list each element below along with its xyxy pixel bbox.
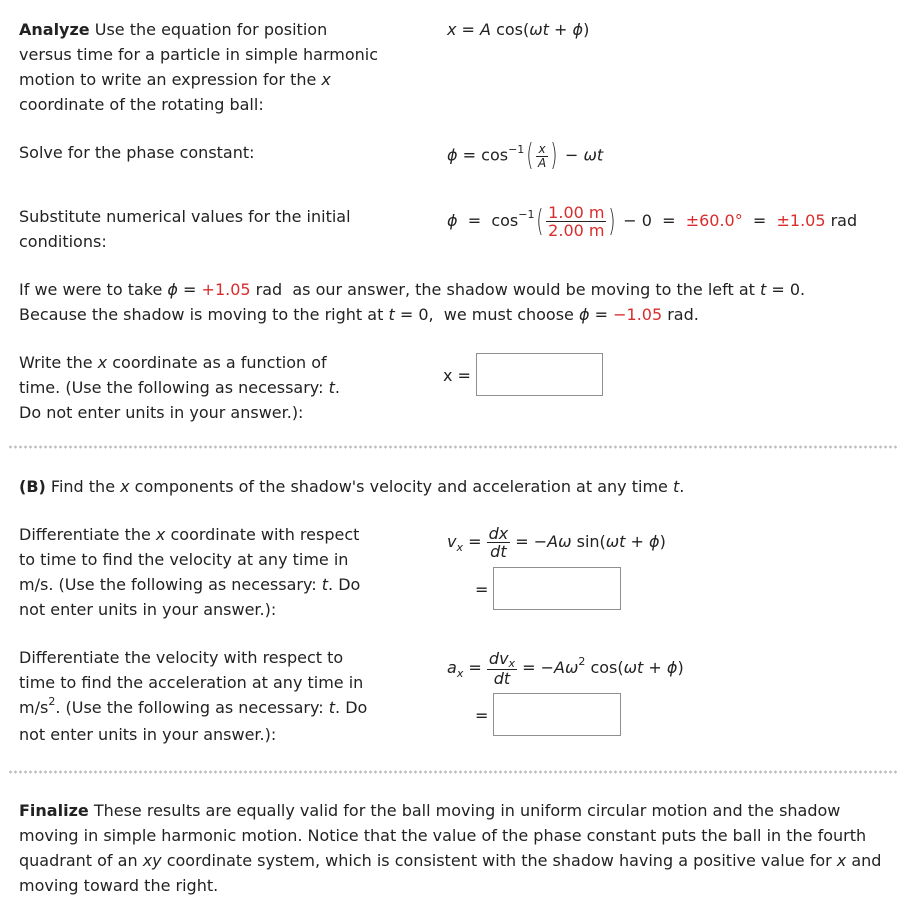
acceleration-answer-input[interactable] xyxy=(493,693,621,736)
analyze-text-2: coordinate of the rotating ball: xyxy=(19,95,264,114)
write-x-paragraph xyxy=(19,350,364,425)
sin-text: sin( xyxy=(571,532,606,551)
phi-symbol: ϕ xyxy=(666,658,678,677)
text: . Do not enter units in your answer.): xyxy=(19,575,361,619)
acceleration-paragraph xyxy=(19,645,379,747)
inverse-superscript: −1 xyxy=(518,208,535,221)
text: . Do not enter units in your answer.): xyxy=(19,378,340,422)
var-t: t xyxy=(328,378,335,397)
cos-text: = cos xyxy=(457,145,509,165)
eq-close: ) xyxy=(583,20,590,39)
text: = xyxy=(589,305,614,324)
fraction-numerator: dx xyxy=(488,524,509,543)
velocity-answer-input[interactable] xyxy=(493,567,621,610)
x-over-a-fraction xyxy=(536,143,548,170)
phi-symbol: ϕ xyxy=(167,280,178,299)
var-t: t xyxy=(388,305,395,324)
eq-omega-t: ωt xyxy=(529,20,549,39)
analyze-label: Analyze xyxy=(19,20,90,39)
text: = xyxy=(177,280,202,299)
text: coordinate system, which is consistent with the shadow having a positive value for xyxy=(161,851,837,870)
subscript-x: x xyxy=(456,541,463,554)
acceleration-equation xyxy=(447,650,684,687)
eq-x: x xyxy=(447,20,457,39)
velocity-paragraph xyxy=(19,522,379,622)
dv-text: dv xyxy=(488,649,509,668)
velocity-equals-sign: = xyxy=(475,580,489,599)
text: Write the xyxy=(19,353,98,372)
minus-sign: − xyxy=(559,145,584,165)
paren-close: ) xyxy=(550,138,558,173)
solve-phase-text: Solve for the phase constant: xyxy=(19,143,255,162)
var-x: x xyxy=(120,477,130,496)
phi-symbol: ϕ xyxy=(447,211,458,230)
close-paren: ) xyxy=(677,658,684,677)
var-x: x xyxy=(321,70,331,89)
text: rad as our answer, the shadow would be moving to the left at xyxy=(250,280,760,299)
text: components of the shadow's velocity and acceleration at any time xyxy=(129,477,673,496)
paren-open: ( xyxy=(526,138,534,173)
fraction-denominator: dt xyxy=(490,542,507,561)
fraction-numerator: 1.00 m xyxy=(548,203,605,222)
part-b-label: (B) xyxy=(19,477,46,496)
a-omega: Aω xyxy=(547,532,572,551)
text: Differentiate the velocity with respect to time to find the acceleration at any time in m/s xyxy=(19,648,364,717)
subscript-x: x xyxy=(508,657,516,670)
eq-amplitude: A xyxy=(480,20,491,39)
text: . xyxy=(679,477,685,496)
var-t: t xyxy=(321,575,329,594)
text: These results are equally valid for the ball moving in uniform circular motion and the shadow moving in simple harmonic motion. Notice that the value of the phase constant puts the ball in the fourth quadrant of an xyxy=(19,801,867,870)
var-x: x xyxy=(97,353,108,372)
minus-zero: − 0 = xyxy=(618,211,686,230)
phi-symbol: ϕ xyxy=(649,532,660,551)
unit-rad: rad xyxy=(825,211,858,230)
var-x: x xyxy=(836,851,847,870)
dotted-divider xyxy=(8,445,898,449)
text: = 0. xyxy=(766,280,806,299)
finalize-paragraph xyxy=(19,798,894,898)
paren-close: ) xyxy=(608,203,616,239)
text: coordinate with respect to time to find the velocity at any time in m/s. (Use the following as necessary: xyxy=(19,525,360,594)
text: rad. xyxy=(662,305,699,324)
eq-plus: + xyxy=(548,20,573,39)
subscript-x: x xyxy=(456,667,464,680)
squared-superscript: 2 xyxy=(578,655,586,668)
eq-cos: cos( xyxy=(491,20,530,39)
paren-open: ( xyxy=(536,203,544,239)
substitute-equation xyxy=(447,204,857,239)
phi-symbol: ϕ xyxy=(447,145,458,165)
a-omega: Aω xyxy=(554,658,579,677)
result-radians: ±1.05 xyxy=(776,211,826,230)
var-t: t xyxy=(328,698,336,717)
result-degrees: ±60.0° xyxy=(685,211,743,230)
equals-minus: = − xyxy=(510,532,548,551)
eq-equals: = xyxy=(456,20,481,39)
var-v: v xyxy=(447,532,457,551)
text: = 0, we must choose xyxy=(394,305,579,324)
cos-text: cos( xyxy=(585,658,624,677)
acceleration-equals-sign: = xyxy=(475,706,489,725)
fraction-denominator: dt xyxy=(493,669,511,688)
x-equals-label: x = xyxy=(443,366,471,385)
phase-equation xyxy=(447,138,604,173)
positive-phase-value: +1.05 xyxy=(201,280,251,299)
equals: = xyxy=(462,532,487,551)
phi-symbol: ϕ xyxy=(578,305,590,324)
close-paren: ) xyxy=(659,532,666,551)
fraction-numerator: x xyxy=(536,143,548,157)
var-x: x xyxy=(155,525,166,544)
equals: = xyxy=(463,658,487,677)
negative-phase-value: −1.05 xyxy=(613,305,663,324)
inverse-superscript: −1 xyxy=(508,142,525,156)
dv-dt-fraction xyxy=(487,650,517,687)
text: . (Use the following as necessary: xyxy=(55,698,329,717)
finalize-label: Finalize xyxy=(19,801,89,820)
var-xy: xy xyxy=(142,851,162,870)
choose-line-2 xyxy=(19,302,899,327)
text: Differentiate the xyxy=(19,525,156,544)
squared-superscript: 2 xyxy=(48,695,56,708)
var-t: t xyxy=(672,477,680,496)
text: If we were to take xyxy=(19,280,168,299)
substitute-text: Substitute numerical values for the initial conditions: xyxy=(19,207,351,251)
velocity-equation xyxy=(447,525,666,560)
text: Find the xyxy=(45,477,121,496)
text: coordinate as a function of time. (Use the following as necessary: xyxy=(19,353,329,397)
ratio-fraction xyxy=(546,204,606,239)
equals-minus: = − xyxy=(517,658,555,677)
choose-line-1 xyxy=(19,277,899,302)
var-t: t xyxy=(760,280,767,299)
text: Because the shadow is moving to the right at xyxy=(19,305,389,324)
dx-dt-fraction xyxy=(487,525,511,560)
position-equation xyxy=(447,20,589,40)
var-a: a xyxy=(447,658,457,677)
plus: + xyxy=(625,532,650,551)
analyze-text: Use the equation for position versus time for a particle in simple harmonic motion to write an expression for the xyxy=(19,20,378,89)
omega-t: ωt xyxy=(583,145,604,165)
fraction-denominator: A xyxy=(538,155,547,170)
analyze-paragraph xyxy=(19,17,379,117)
fraction-numerator xyxy=(487,650,517,670)
omega-t: ωt xyxy=(605,532,626,551)
text: . Do not enter units in your answer.): xyxy=(19,698,368,744)
omega-t: ωt xyxy=(623,658,644,677)
x-answer-input[interactable] xyxy=(476,353,603,396)
equals: = xyxy=(742,211,777,230)
fraction-denominator: 2.00 m xyxy=(548,221,605,240)
cos-text: = cos xyxy=(457,211,519,230)
dotted-divider xyxy=(8,770,898,774)
plus: + xyxy=(643,658,667,677)
text: and moving toward the right. xyxy=(19,851,882,895)
eq-phi: ϕ xyxy=(572,20,584,39)
part-b-heading xyxy=(19,474,899,499)
